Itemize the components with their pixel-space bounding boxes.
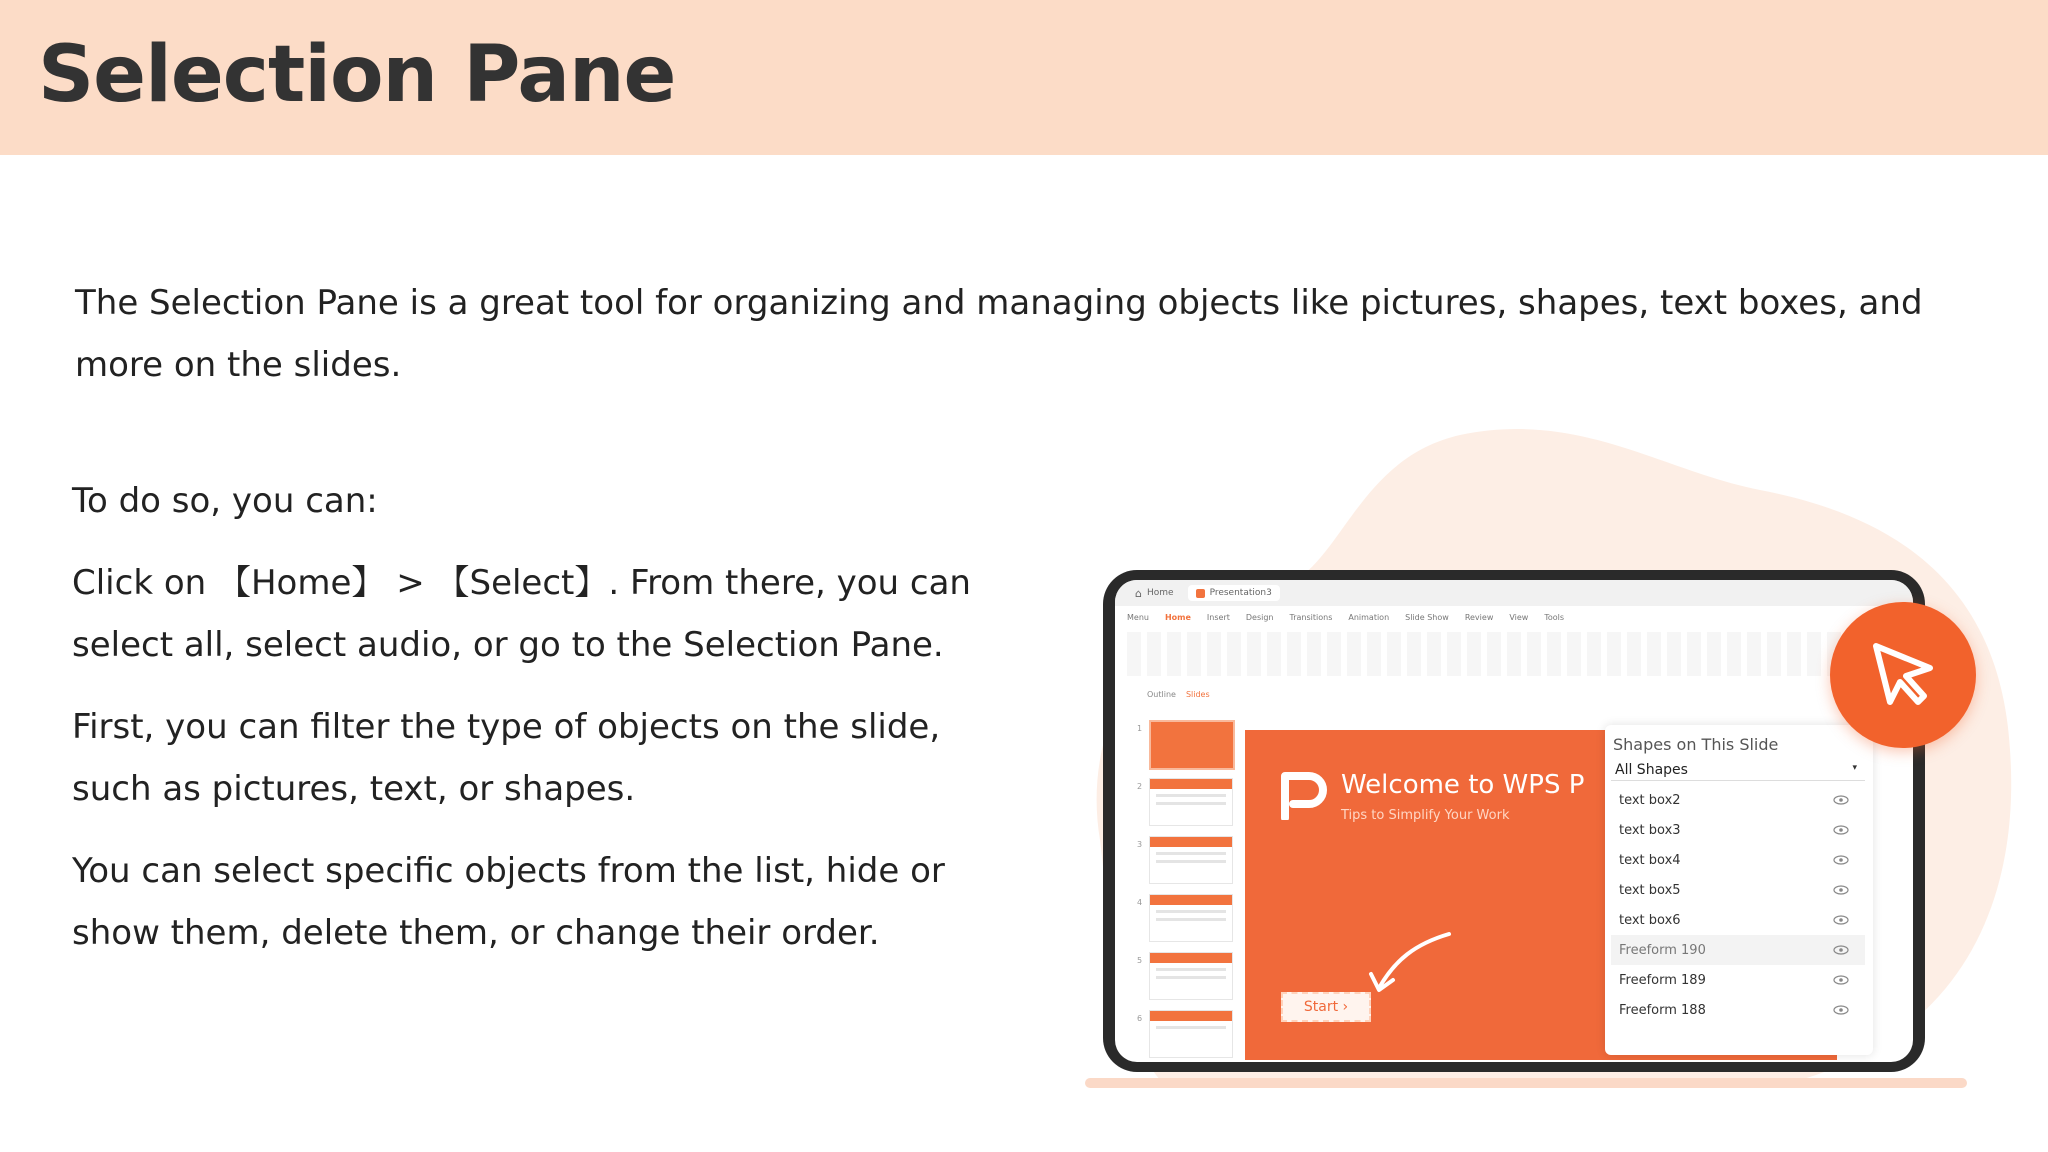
shape-list-item [1611,815,1865,845]
shape-list-item [1611,935,1865,965]
slide-number: 6 [1137,1014,1143,1023]
menu-bar [1115,606,1913,628]
shape-list-item [1611,905,1865,935]
shape-name: text box6 [1619,912,1681,928]
slide-number: 3 [1137,840,1143,849]
side-tabs [1147,690,1227,699]
menu-item: Tools [1544,612,1565,622]
slide-number: 1 [1137,724,1143,733]
side-tab-outline: Outline [1147,690,1176,699]
menu-item: Transitions [1289,612,1333,622]
tab-presentation-label: Presentation3 [1209,588,1272,598]
steps-section [72,470,1012,984]
shape-name: text box5 [1619,882,1681,898]
slide-thumbnail [1149,836,1233,884]
shape-filter-value: All Shapes [1615,761,1688,778]
p-logo-icon [1279,768,1329,820]
shape-name: text box3 [1619,822,1681,838]
tablet-shadow [1085,1078,1967,1088]
shape-name: Freeform 190 [1619,942,1706,958]
slide-thumbnail [1149,720,1235,770]
tablet-screen [1115,580,1913,1062]
side-tab-slides: Slides [1185,690,1210,699]
cursor-icon [1868,640,1938,710]
slide-thumbnail [1149,894,1233,942]
shape-name: text box4 [1619,852,1681,868]
header-banner [0,0,2048,155]
menu-item: View [1509,612,1529,622]
slide-thumbnail [1149,778,1233,826]
app-tabbar [1115,580,1913,606]
shape-list-item [1611,875,1865,905]
shape-filter-dropdown [1611,759,1865,781]
page-title: Selection Pane [38,30,676,120]
shape-name: text box2 [1619,792,1681,808]
slide-number: 5 [1137,956,1143,965]
eye-icon [1833,975,1849,985]
slide-thumbnails-pane [1137,690,1227,1062]
slide-number: 4 [1137,898,1143,907]
step-item: You can select specific objects from the list, hide or show them, delete them, or change their order. [72,851,945,953]
shape-name: Freeform 189 [1619,972,1706,988]
selection-pane-title: Shapes on This Slide [1613,735,1779,754]
menu-item: Insert [1206,612,1230,622]
tablet-illustration [1103,570,1925,1072]
eye-icon [1833,915,1849,925]
chevron-down-icon: ▾ [1852,763,1857,773]
steps-lead: To do so, you can: [72,481,378,521]
tab-home-label: Home [1146,588,1174,598]
menu-item: Animation [1348,612,1390,622]
shape-list-item [1611,995,1865,1025]
curved-arrow-icon [1365,930,1455,1000]
eye-icon [1833,1005,1849,1015]
slide-tagline: Tips to Simplify Your Work [1341,808,1510,823]
menu-item: Slide Show [1405,612,1449,622]
shape-name: Freeform 188 [1619,1002,1706,1018]
eye-icon [1833,885,1849,895]
step-item: First, you can filter the type of objects on the slide, such as pictures, text, or shapes. [72,707,941,809]
shape-list-item [1611,785,1865,815]
slide-thumbnail [1149,1010,1233,1058]
menu-item-home: Home [1164,612,1191,622]
selection-pane [1605,725,1873,1055]
presentation-icon [1196,589,1205,598]
menu-item: Review [1464,612,1494,622]
slide-number: 2 [1137,782,1143,791]
tab-home [1127,584,1182,603]
eye-icon [1833,825,1849,835]
shape-list-item [1611,845,1865,875]
slide-title: Welcome to WPS P [1341,770,1585,800]
start-button: Start › [1281,992,1371,1022]
eye-icon [1833,945,1849,955]
intro-paragraph: The Selection Pane is a great tool for organizing and managing objects like pictures, shapes, text boxes, and more on the slides. [75,283,1923,385]
home-icon: ⌂ [1135,586,1142,600]
step-item: Click on 【Home】 > 【Select】. From there, you can select all, select audio, or go to the Selection Pane. [72,563,971,665]
eye-icon [1833,855,1849,865]
eye-icon [1833,795,1849,805]
cursor-badge [1830,602,1976,748]
slide-thumbnail [1149,952,1233,1000]
menu-item: Design [1245,612,1274,622]
ribbon-toolbar [1127,632,1901,676]
menu-item: Menu [1127,612,1149,622]
tab-presentation [1188,585,1280,601]
shape-list [1611,785,1865,1025]
shape-list-item [1611,965,1865,995]
